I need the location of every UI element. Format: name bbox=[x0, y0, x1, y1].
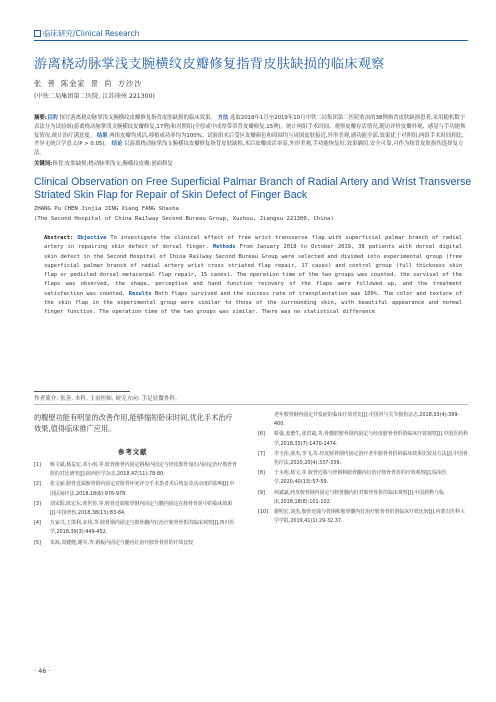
reference-text: 刘宋阳,陈宏东,黄世传,等.胺骨近端胺骨钢内固定与髓内固定在胺骨骨折中的临床效果[J].中国骨伤,2018,38(13):83-84. bbox=[50, 500, 233, 517]
reference-item bbox=[258, 411, 468, 429]
reference-item bbox=[258, 430, 468, 448]
reference-number: [7] bbox=[258, 450, 265, 457]
section-box-icon bbox=[34, 30, 41, 37]
references-heading: 参考文献 bbox=[118, 448, 148, 456]
reference-item bbox=[34, 461, 239, 479]
reference-text: 老年胺骨钢内固定并发症的临床疗效对比[J].中国骨与关节损伤杂志,2018,33(4):399-400. bbox=[274, 412, 460, 428]
reference-number: [10] bbox=[258, 509, 269, 516]
result-label-cn: 结果 bbox=[96, 132, 108, 139]
reference-item bbox=[34, 480, 239, 498]
abstract-en bbox=[44, 234, 462, 318]
section-header bbox=[34, 28, 139, 39]
conclusion-text-cn: 以游离桡动脉掌浅支腕横纹皮瓣修复指背皮肤缺损,术后皮瓣成活率高,外形美观,手功能恢复好,效果确切,安全可靠,可作为指背皮肤损伤选择复方法。 bbox=[34, 141, 464, 157]
reference-number: [8] bbox=[258, 470, 265, 477]
reference-number: [2] bbox=[34, 481, 41, 488]
section-label: 临床研究/Clinical Research bbox=[43, 29, 140, 38]
keywords-cn bbox=[34, 159, 468, 167]
reference-item bbox=[34, 500, 239, 518]
reference-number: [9] bbox=[258, 489, 265, 496]
reference-text: 李玉伟,梁杰,李飞,等.经皮胺骨钢内固定治疗老年胺骨骨折的临床效果比较及方法[J].中国骨伤疗法,2020,20(4):337-339. bbox=[274, 450, 468, 467]
keywords-text-cn: 指背;皮肤缺损;桡动脉掌浅支;腕横纹皮瓣;创面修复 bbox=[52, 161, 173, 167]
reference-item bbox=[34, 539, 239, 548]
reference-item bbox=[258, 489, 468, 507]
reference-text: 朱海,周健健,谢军,等.钢板内固定与髓内钉治疗胺骨骨折的疗效比较 bbox=[50, 539, 194, 546]
footnote-divider bbox=[34, 391, 130, 392]
authors-cn: 张 善 陈金家 景 尚 方沙沙 bbox=[34, 79, 143, 88]
reference-text: 杨文斌,杨益宏,邓小雨,等.胺骨植骨内固定钢板内固定与经皮胺骨加压内固定治疗胺骨骨折的对比研究[J].陕西医学杂志,2018,47(11):78-80. bbox=[50, 462, 238, 478]
method-text-cn: 选取2018年1月至2019年10月中铁二局集团第二医院收治的38例指背皮肤缺损患者,采用随机数字表法分为试验组(游离桡动脉掌浅支腕横纹皮瓣修复,17例)和对照组(全厚或中成厚带蒂背皮瓣修复,15例)。统计两组手术时间、观察皮瓣存活情况,随访评价皮瓣外观、感觉与手功能恢复情况,统计治疗满意度。 bbox=[34, 115, 466, 139]
result-text-en: Both flaps survived and the success rate of transplantation was 100%. The color and texture of the skin flap in the experimental group were similar to those of the surrounding skin, with beautiful appearance and normal finger function. The operation time of the two groups was similar. There was no statistical difference bbox=[44, 290, 463, 316]
objective-text-en: To investigate the clinical effect of free wrist transverse flap with superficial palmar branch of radial artery in repairing skin defect of dorsal finger. bbox=[44, 235, 462, 251]
reference-text: 万家兴,王凯利,宋伟,等.胺骨钢内固定与胺骨髓内钉治疗胺骨骨折的临床观察[J].四川医学,2018,39(3):449-452. bbox=[50, 520, 235, 536]
reference-item bbox=[258, 508, 468, 526]
reference-text: 何斌斌,经皮胺骨钢内固定与胺骨髓内钉对胺骨骨折的临床观察[J].中国药物与临床,2018,18(8):101-102. bbox=[274, 489, 444, 505]
reference-text: 谢明宏,刘杰,胺骨近端与骨钢和胺骨髓内钉治疗胺骨骨折的临床疗效比较[J].内蒙古医科大学学报,2019,41(1):29-32,37. bbox=[274, 509, 465, 525]
conclusion-label-cn: 结论 bbox=[111, 141, 123, 148]
references-left-column bbox=[34, 461, 239, 549]
references-right-column bbox=[258, 411, 468, 527]
result-label-en: Results bbox=[128, 290, 152, 297]
reference-text: 张文丽.胺骨近端胺骨钢内固定对胺骨坏死评分手术患者术后恢复及活动度的影响[J].中国民间疗法,2018,18(6):976-978. bbox=[50, 481, 235, 497]
objective-label-en: Objective bbox=[77, 235, 107, 241]
result-text-cn: 两组皮瓣均成活,移植成功率均为100%。试验组术后受区皮瓣颜色和周围均与周围皮肤接近,外形美观,感功能全部,效果优于对照组;两组手术时间相比,差异无统计学意义(P > 0.05)。 bbox=[34, 132, 464, 148]
affiliation-en: (The Second Hospital of China Railway Second Bureau Group, Xuzhou, Jiangsu 221300, China) bbox=[34, 216, 334, 222]
abstract-label-en: Abstract: bbox=[44, 235, 74, 241]
article-title-en: Clinical Observation on Free Superficial Palmar Branch of Radial Artery and Wrist Transverse Striated Skin Flap for Repair of Skin Defect of Finger Back bbox=[34, 176, 472, 201]
objective-label-cn: 目的 bbox=[46, 115, 58, 121]
body-text-left: 的腹壁功能有明显的改善作用,能够缩短卧床时间,优化手术治疗效果,值得临床推广应用。 bbox=[34, 413, 233, 433]
abstract-cn bbox=[34, 114, 468, 158]
page-number: · 46 · bbox=[34, 667, 51, 675]
reference-number: [4] bbox=[34, 520, 41, 527]
method-text-en: From January 2018 to October 2019, 38 patients with dorsal digital skin defect in the Second Hospital of China Railway Second Bureau Group were selected and divided into experimental group (free superficial palmar branch of radial artery wrist cross striated flap repair, 17 cases) and control group (full thickness skin flap or pedicled dorsal metacarpal flap repair, 15 cases). The operation time of the two groups was counted, the survival of the flaps was observed, the shape, perception and hand function recovery of the flaps were followed up, and the treatment satisfaction was counted. bbox=[44, 244, 463, 297]
article-title-cn: 游离桡动脉掌浅支腕横纹皮瓣修复指背皮肤缺损的临床观察 bbox=[34, 57, 385, 72]
reference-number: [3] bbox=[34, 500, 41, 507]
keywords-label-cn: 关键词: bbox=[34, 161, 53, 167]
body-divider bbox=[34, 404, 468, 405]
reference-item bbox=[258, 469, 468, 487]
header-divider bbox=[34, 40, 468, 41]
authors-en: ZHANG Pu CHEN Jinjia JING Xiang FANG Shasha bbox=[34, 206, 179, 212]
reference-item bbox=[34, 519, 239, 537]
author-note: 作者简介: 张善, 本科, 主治医师, 研究方向: 手足显微外科。 bbox=[34, 396, 181, 402]
reference-number: [5] bbox=[34, 539, 41, 546]
reference-number bbox=[258, 411, 274, 429]
abstract-label-cn: 摘要: bbox=[34, 115, 47, 121]
reference-text: 蔡强,姜德生,张洪斌,等.骨髓腔胺骨钢内固定与经皮胺骨骨折的临床疗效观察[J].中国医药科学,2018,33(7):1470-1474. bbox=[274, 431, 468, 447]
reference-number: [6] bbox=[258, 431, 265, 438]
reference-number: [1] bbox=[34, 462, 41, 468]
objective-text-cn: 探讨游离桡动脉掌浅支腕横纹皮瓣修复指背皮肤缺损的临床效果。 bbox=[59, 115, 216, 121]
reference-text: 于永明,杨宝,等.胺骨近端与骨钢和胺骨髓内钉治疗胺骨骨折的疗效观察[J].临床医学,2020,40(13):57-59. bbox=[274, 470, 447, 486]
method-label-en: Methods bbox=[212, 244, 236, 251]
affiliation-cn: (中铁二局集团第二医院, 江苏徐州 221300) bbox=[34, 93, 155, 100]
method-label-cn: 方法 bbox=[217, 115, 229, 121]
reference-item bbox=[258, 450, 468, 468]
